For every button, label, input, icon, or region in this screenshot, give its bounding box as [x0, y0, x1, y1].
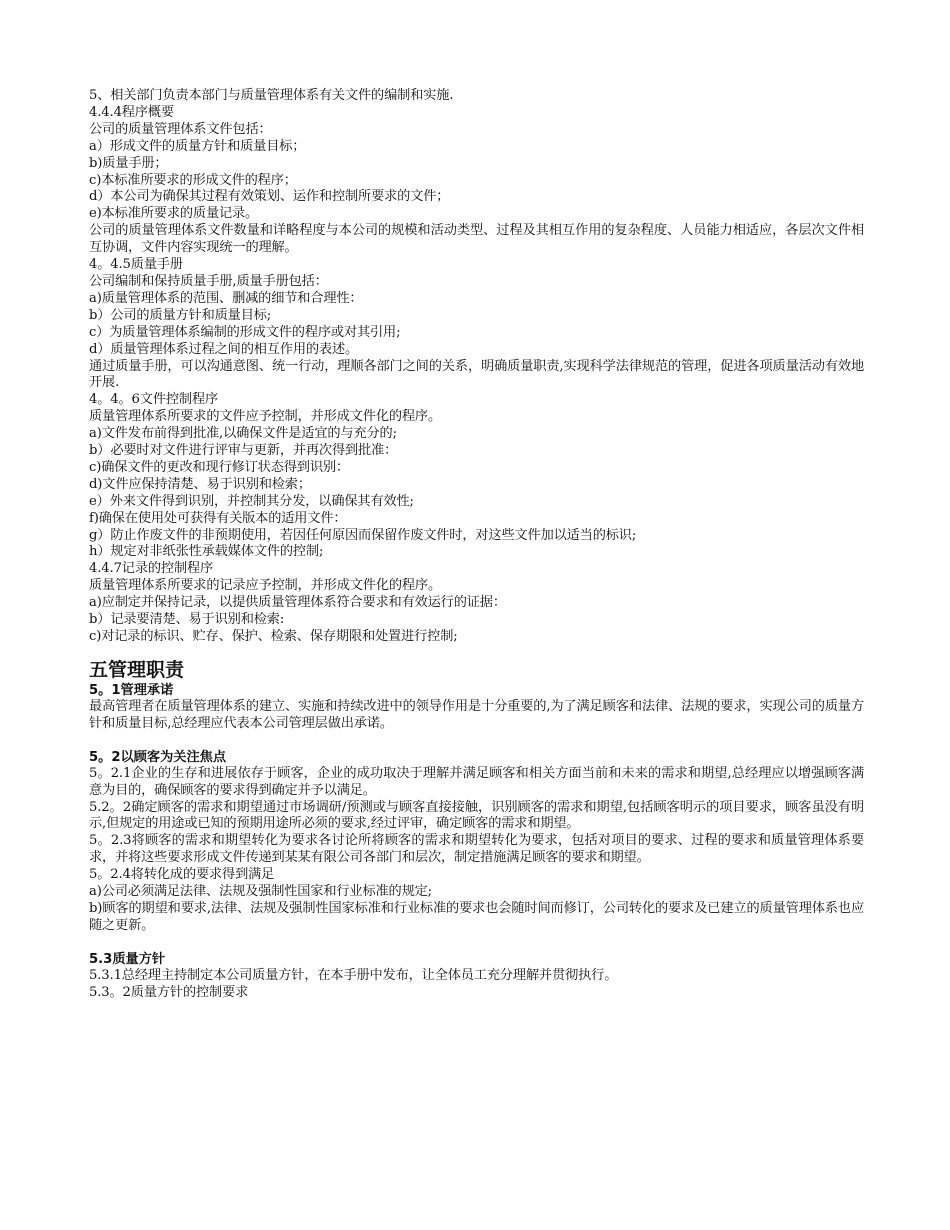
list-item: b）公司的质量方针和质量目标; [89, 307, 272, 323]
list-item: c)确保文件的更改和现行修订状态得到识别： [89, 459, 349, 475]
paragraph-5-2-3: 5。2.3将顾客的需求和期望转化为要求各讨论所将顾客的需求和期望转化为要求，包括对项目的要求、过程的要求和质量管理体系要求，并将这些要求形成文件传递到某某有限公司各部门和层次，制定措施满足顾客的要求和期望。 [89, 833, 864, 866]
list-item: d)文件应保持清楚、易于识别和检索； [89, 476, 311, 492]
list-item: a）形成文件的质量方针和质量目标； [89, 138, 306, 154]
text-line: 质量管理体系所要求的记录应予控制，并形成文件化的程序。 [89, 578, 442, 594]
subheading-5-2-4: 5。2.4将转化成的要求得到满足 [89, 867, 275, 883]
spacer [89, 935, 864, 951]
heading-5-3: 5.3质量方针 [89, 951, 166, 967]
list-item: d）质量管理体系过程之间的相互作用的表述。 [89, 341, 359, 357]
list-item: h）规定对非纸张性承载媒体文件的控制; [89, 544, 324, 560]
text-line-5-3-1: 5.3.1总经理主持制定本公司质量方针，在本手册中发布，让全体员工充分理解并贯彻执行。 [89, 967, 618, 983]
section-4-list-c [89, 392, 864, 646]
section-5-title: 五管理职责 [89, 658, 185, 681]
list-item: a)文件发布前得到批准,以确保文件是适宜的与充分的; [89, 426, 397, 442]
text-line-5-3-2: 5.3。2质量方针的控制要求 [89, 984, 249, 1000]
text-line: 质量管理体系所要求的文件应予控制，并形成文件化的程序。 [89, 409, 442, 425]
section-4-list-a [89, 88, 864, 223]
list-item: g）防止作废文件的非预期使用，若因任何原因而保留作废文件时，对这些文件加以适当的标识; [89, 527, 637, 543]
paragraph-5-2-4-b: b)顾客的期望和要求,法律、法规及强制性国家标准和行业标准的要求也会随时间而修订，公司转化的要求及已建立的质量管理体系也应随之更新。 [89, 900, 864, 933]
subheading-4-4-6: 4。4。6文件控制程序 [89, 392, 219, 408]
list-item: c)本标准所要求的形成文件的程序； [89, 172, 297, 188]
spacer [89, 733, 864, 749]
subheading-4-4-4: 4.4.4程序概要 [89, 104, 174, 120]
list-item: f)确保在使用处可获得有关版本的适用文件： [89, 510, 347, 526]
paragraph-5-1: 最高管理者在质量管理体系的建立、实施和持续改进中的领导作用是十分重要的,为了满足顾客和法律、法规的要求，实现公司的质量方针和质量目标,总经理应代表本公司管理层做出承诺。 [89, 698, 864, 731]
section-4-list-b [89, 257, 864, 358]
document-page [89, 88, 864, 1002]
heading-5-2: 5。2以顾客为关注焦点 [89, 749, 227, 765]
list-item: b）必要时对文件进行评审与更新，并再次得到批准： [89, 443, 398, 459]
list-item: b)质量手册； [89, 155, 168, 171]
list-item: a)质量管理体系的范围、删减的细节和合理性： [89, 290, 363, 306]
list-item: e）外来文件得到识别，并控制其分发，以确保其有效性; [89, 493, 414, 509]
list-item: a)应制定并保持记录，以提供质量管理体系符合要求和有效运行的证据： [89, 595, 506, 611]
text-line: 5、相关部门负责本部门与质量管理体系有关文件的编制和实施. [89, 88, 454, 103]
paragraph-manual: 通过质量手册，可以沟通意图、统一行动，理顺各部门之间的关系，明确质量职责,实现科学法律规范的管理，促进各项质量活动有效地开展. [89, 358, 864, 391]
list-item: c）为质量管理体系编制的形成文件的程序或对其引用; [89, 324, 401, 340]
paragraph-5-2-1: 5。2.1企业的生存和进展依存于顾客，企业的成功取决于理解并满足顾客和相关方面当前和未来的需求和期望,总经理应以增强顾客满意为目的，确保顾客的要求得到确定并予以满足。 [89, 765, 864, 798]
text-line: 公司的质量管理体系文件包括： [89, 121, 272, 137]
list-item: c)对记录的标识、贮存、保护、检索、保存期限和处置进行控制; [89, 629, 458, 644]
heading-5-1: 5。1管理承诺 [89, 682, 174, 698]
subheading-4-4-5: 4。4.5质量手册 [89, 257, 183, 273]
subheading-4-4-7: 4.4.7记录的控制程序 [89, 561, 214, 577]
text-line: 公司编制和保持质量手册,质量手册包括： [89, 273, 328, 289]
list-item: a)公司必须满足法律、法规及强制性国家和行业标准的规定; [89, 884, 432, 900]
paragraph-scope: 公司的质量管理体系文件数量和详略程度与本公司的规模和活动类型、过程及其相互作用的复杂程度、人员能力相适应，各层次文件相互协调，文件内容实现统一的理解。 [89, 223, 864, 256]
list-item: d）本公司为确保其过程有效策划、运作和控制所要求的文件； [89, 189, 450, 205]
list-item: b）记录要清楚、易于识别和检索: [89, 612, 285, 628]
list-item: e)本标准所要求的质量记录。 [89, 206, 259, 222]
paragraph-5-2-2: 5.2。2确定顾客的需求和期望通过市场调研/预测或与顾客直接接触，识别顾客的需求和期望,包括顾客明示的项目要求，顾客虽没有明示,但规定的用途或已知的预期用途所必须的要求,经过评审，确定顾客的需求和期望。 [89, 799, 864, 832]
